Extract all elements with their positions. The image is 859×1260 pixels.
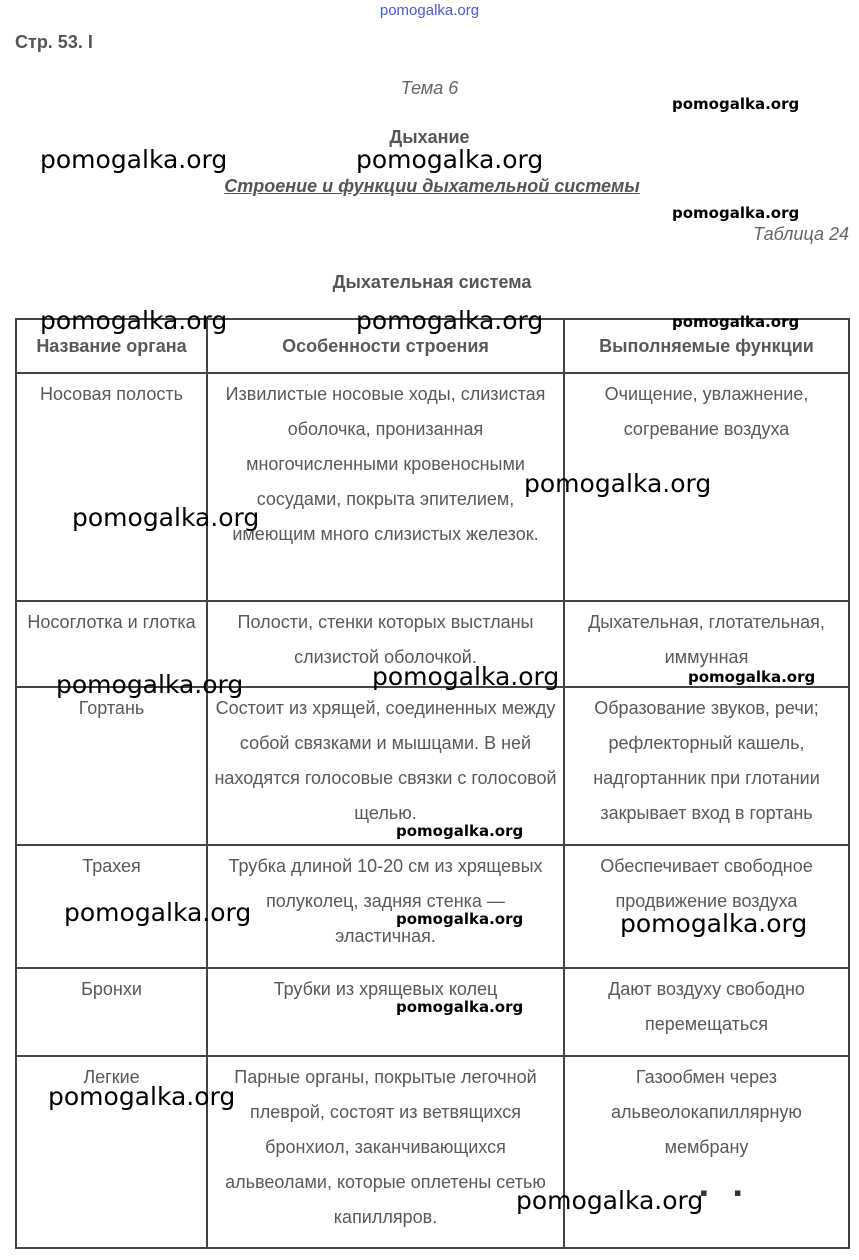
organ-cell: Гортань <box>16 687 207 845</box>
function-cell: Обеспечивает свободное продвижение воздуха <box>564 845 849 968</box>
topic-title: Тема 6 <box>400 78 459 98</box>
organ-cell: Носовая полость <box>16 373 207 601</box>
structure-cell: Парные органы, покрытые легочной плеврой, состоят из ветвящихся бронхиол, заканчивающихся альвеолами, которые оплетены сетью капилляров. <box>207 1056 564 1248</box>
structure-cell: Трубка длиной 10-20 см из хрящевых полуколец, задняя стенка — эластичная. <box>207 845 564 968</box>
scan-marks: ▪ ▪ <box>700 1180 752 1205</box>
watermark: pomogalka.org <box>516 1186 704 1215</box>
watermark: pomogalka.org <box>396 998 524 1016</box>
table-label: Таблица 24 <box>752 224 849 244</box>
watermark: pomogalka.org <box>40 145 228 174</box>
function-cell: Газообмен через альвеолокапиллярную мембрану <box>564 1056 849 1248</box>
structure-cell: Извилистые носовые ходы, слизистая оболочка, пронизанная многочисленными кровеносными сосудами, покрыта эпителием, имеющим много слизистых железок. <box>207 373 564 601</box>
watermark: pomogalka.org <box>524 469 712 498</box>
function-cell: Дают воздуху свободно перемещаться <box>564 968 849 1056</box>
watermark: pomogalka.org <box>688 668 816 686</box>
watermark: pomogalka.org <box>672 95 800 113</box>
table-row <box>16 373 849 601</box>
watermark: pomogalka.org <box>672 313 800 331</box>
organ-cell: Трахея <box>16 845 207 968</box>
function-cell: Образование звуков, речи; рефлекторный кашель, надгортанник при глотании закрывает вход в гортань <box>564 687 849 845</box>
watermark: pomogalka.org <box>48 1082 236 1111</box>
page-number: Стр. 53. I <box>15 32 93 52</box>
site-link[interactable]: pomogalka.org <box>379 2 480 19</box>
structure-cell: Трубки из хрящевых колец <box>207 968 564 1056</box>
function-cell: Дыхательная, глотательная, иммунная <box>564 601 849 687</box>
watermark: pomogalka.org <box>64 898 252 927</box>
organ-cell: Носоглотка и глотка <box>16 601 207 687</box>
column-header: Название органа <box>16 319 207 373</box>
watermark: pomogalka.org <box>72 503 260 532</box>
section-title: Дыхание <box>389 127 470 147</box>
structure-cell: Полости, стенки которых выстланы слизистой оболочкой. <box>207 601 564 687</box>
subtitle: Строение и функции дыхательной системы <box>224 176 640 196</box>
watermark: pomogalka.org <box>396 910 524 928</box>
watermark: pomogalka.org <box>396 822 524 840</box>
function-cell: Очищение, увлажнение, согревание воздуха <box>564 373 849 601</box>
structure-cell: Состоит из хрящей, соединенных между собой связками и мышцами. В ней находятся голосовые связки с голосовой щелью. <box>207 687 564 845</box>
table-title: Дыхательная система <box>332 272 532 292</box>
organ-cell: Легкие <box>16 1056 207 1248</box>
watermark: pomogalka.org <box>356 145 544 174</box>
watermark: pomogalka.org <box>620 909 808 938</box>
watermark: pomogalka.org <box>356 306 544 335</box>
column-header: Особенности строения <box>207 319 564 373</box>
watermark: pomogalka.org <box>40 306 228 335</box>
column-header: Выполняемые функции <box>564 319 849 373</box>
watermark: pomogalka.org <box>672 204 800 222</box>
watermark: pomogalka.org <box>372 662 560 691</box>
watermark: pomogalka.org <box>56 670 244 699</box>
organ-cell: Бронхи <box>16 968 207 1056</box>
